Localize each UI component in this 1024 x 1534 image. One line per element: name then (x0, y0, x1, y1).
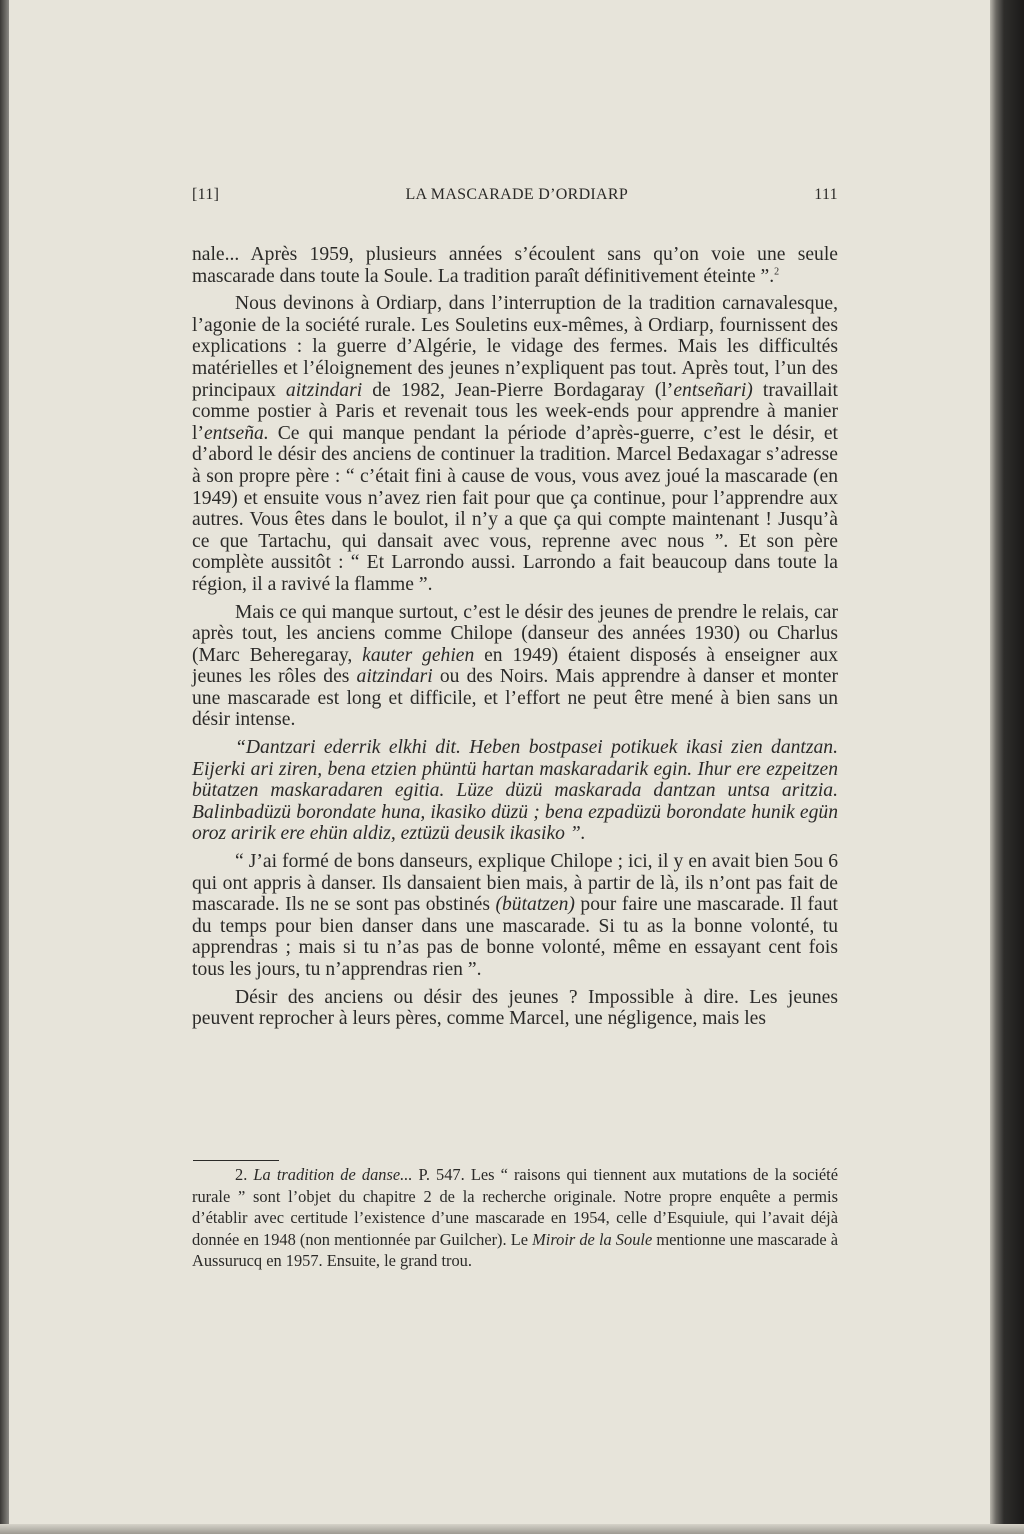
text-run: ou des Noirs. Mais apprendre à danser et monter une mascarade est long et difficile, et l’effort ne peut être mené à bien sans un désir intense. (192, 666, 838, 731)
paragraph (192, 244, 838, 287)
text-run: Mais ce qui manque surtout, c’est le désir des jeunes de prendre le relais, car après tout, les anciens comme Chilope (danseur des années 1930) ou Charlus (Marc Beheregaray, (192, 601, 838, 666)
italic-text: Miroir de la Soule (532, 1229, 653, 1249)
italic-text: entseña. (203, 422, 269, 444)
running-header (192, 186, 838, 204)
footnote (192, 1164, 838, 1272)
text-run: “Dantzari ederrik elkhi dit. Heben bostpasei potikuek ikasi zien dantzan. Eijerki ari ziren, bena etzien phüntü hartan maskaradarik egin. Ihur ere ezpeitzen bütatzen maskaradaren egitia. Lüze düzü maskarada dantzan untsa aritzia. Balinbadüzü borondate huna, ikasiko düzü ; bena ezpadüzü borondate hunik egün oroz aririk ere ehün aldiz, eztüzü deusik ikasiko ”. (192, 737, 838, 845)
paragraph (192, 987, 838, 1030)
page-binding-edge (0, 0, 9, 1534)
paragraph (192, 293, 838, 595)
italic-text: aitzindari (285, 379, 363, 401)
text-run: en 1949) étaient disposés à enseigner aux jeunes les rôles des (192, 644, 839, 688)
paragraph (192, 737, 838, 845)
body-text (192, 244, 838, 1036)
text-run: nale... Après 1959, plusieurs années s’écoulent sans qu’on voie une seule mascarade dans toute la Soule. La tradition paraît définitivement éteinte ”. (192, 244, 838, 287)
italic-text: aitzindari (356, 666, 433, 688)
italic-text: La tradition de danse... (253, 1165, 413, 1184)
text-run: 2. (235, 1165, 254, 1184)
italic-text: entseñari) (673, 379, 753, 401)
text-run: Ce qui manque pendant la période d’après-guerre, c’est le désir, et d’abord le désir des anciens de continuer la tradition. Marcel Bedaxagar s’adresse à son propre père : “ c’était fini à cause de vous, vous avez joué la mascarade (en 1949) et ensuite vous n’avez rien fait pour que ça continue, pour l’apprendre aux autres. Vous êtes dans le boulot, il n’y a que ça qui compte maintenant ! Jusqu’à ce que Tartachu, qui dansait avec vous, reprenne avec nous ”. Et son père complète aussitôt : “ Et Larrondo aussi. Larrondo a fait beaucoup dans toute la région, il a ravivé la flamme ”. (192, 422, 838, 595)
text-run: Nous devinons à Ordiarp, dans l’interruption de la tradition carnavalesque, l’agonie de la société rurale. Les Souletins eux-mêmes, à Ordiarp, fournissent des explications : la guerre d’Algérie, le vidage des fermes. Mais les difficultés matérielles et l’éloignement des jeunes n’expliquent pas tout. Après tout, l’un des principaux (192, 293, 838, 401)
text-run: P. 547. Les “ raisons qui tiennent aux mutations de la société rurale ” sont l’objet du chapitre 2 de la recherche originale. Notre propre enquête a permis d’établir avec certitude l’existence d’une mascarade en 1954, celle d’Esquiule, qui l’avait déjà donnée en 1948 (non mentionnée par Guilcher). Le (192, 1165, 839, 1249)
scan-margin-bottom (0, 1524, 1024, 1534)
paragraph (192, 602, 838, 732)
running-title: LA MASCARADE D’ORDIARP (405, 186, 629, 203)
text-run: de 1982, Jean-Pierre Bordagaray (l’ (362, 379, 674, 401)
text-run: Désir des anciens ou désir des jeunes ? Impossible à dire. Les jeunes peuvent reprocher à leurs pères, comme Marcel, une négligence, mais les (192, 986, 838, 1030)
footnote-paragraph (192, 1164, 838, 1272)
paragraph (192, 851, 838, 981)
section-number: [11] (192, 186, 220, 203)
italic-text: kauter gehien (362, 644, 475, 666)
footnote-rule (193, 1160, 279, 1161)
text-run: mentionne une mascarade à Aussurucq en 1957. Ensuite, le grand trou. (192, 1229, 838, 1270)
scan-margin-right (990, 0, 1024, 1534)
italic-text: (bütatzen) (495, 894, 575, 916)
footnote-marker: 2 (774, 266, 780, 278)
page-number: 111 (814, 186, 838, 203)
text-run: travaillait comme postier à Paris et revenait tous les week-ends pour apprendre à manier l’ (192, 379, 838, 444)
text-run: pour faire une mascarade. Il faut du temps pour bien danser dans une mascarade. Si tu as la bonne volonté, tu apprendras ; mais si tu n’as pas de bonne volonté, même en essayant cent fois tous les jours, tu n’apprendras rien ”. (192, 894, 838, 980)
text-run: “ J’ai formé de bons danseurs, explique Chilope ; ici, il y en avait bien 5ou 6 qui ont appris à danser. Ils dansaient bien mais, à partir de là, ils n’ont pas fait de mascarade. Ils ne se sont pas obstinés (192, 851, 838, 916)
